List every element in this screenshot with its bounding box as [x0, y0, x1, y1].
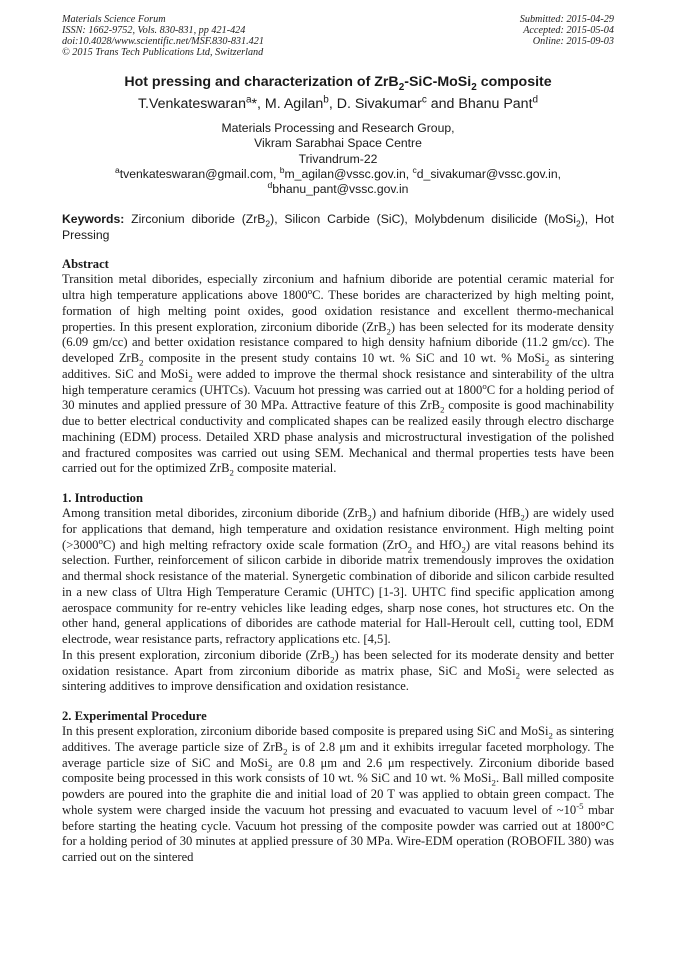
date-accepted: Accepted: 2015-05-04 — [523, 25, 614, 36]
introduction-heading: 1. Introduction — [62, 491, 143, 506]
affiliation-line-2: Vikram Sarabhai Space Centre — [254, 136, 422, 151]
paper-title: Hot pressing and characterization of ZrB$_2$-SiC-MoSi$_2$ composite — [124, 74, 552, 93]
email-link-d[interactable]: bhanu_pant@vssc.gov.in — [272, 182, 409, 197]
journal-name: Materials Science Forum — [62, 14, 166, 25]
keywords-label: Keywords: — [62, 212, 125, 227]
experimental-paragraph: In this present exploration, zirconium diboride based composite is prepared using SiC and MoSi$_2$ as sintering additives. The average particle size of ZrB$_2$ is of 2.8 μm and it exhibits irregular faceted morphology. The average particle size of SiC and MoSi$_2$ are 0.8 μm and 2.6 μm respectively. Zirconium diboride based composite being processed in this work consists of 10 wt. % SiC and 10 wt. % MoSi$_2$. Ball milled composite powders are poured into the graphite die and initial load of 20 T was applied to obtain green compact. The whole system were charged inside the vacuum hot pressing and evacuated to vacuum level of $\sim 10^{-5}$ mbar before starting the heating cycle. Vacuum hot pressing of the composite powder was carried out at 1800°C for a holding period of 30 minutes at applied pressure of 30 MPa. Wire-EDM operation (ROBOFIL 380) was carried out on the sintered — [62, 724, 614, 865]
email-link-b[interactable]: m_agilan@vssc.gov.in, — [284, 166, 413, 181]
journal-issn: ISSN: 1662-9752, Vols. 830-831, pp 421-424 — [62, 25, 246, 36]
email-link-a[interactable]: tvenkateswaran@gmail.com, — [119, 166, 280, 181]
date-online: Online: 2015-09-03 — [532, 36, 614, 47]
keywords: Keywords: Zirconium diboride (ZrB$_2$), Silicon Carbide (SiC), Molybdenum disilicide (MoSi$_2$), Hot Pressing — [62, 212, 614, 243]
date-submitted: Submitted: 2015-04-29 — [519, 14, 614, 25]
journal-copyright: © 2015 Trans Tech Publications Ltd, Switzerland — [62, 47, 264, 58]
affiliation-line-3: Trivandrum-22 — [298, 151, 378, 166]
email-link-c[interactable]: d_sivakumar@vssc.gov.in, — [416, 166, 562, 181]
journal-doi: doi:10.4028/www.scientific.net/MSF.830-831.421 — [62, 36, 264, 47]
introduction-paragraph-2: In this present exploration, zirconium diboride (ZrB$_2$) has been selected for its moderate density and better oxidation resistance. Apart from zirconium diboride as matrix phase, SiC and MoSi$_2$ were selected as sintering additives to improve densification and oxidation resistance. — [62, 647, 614, 694]
author-list: T.Venkateswaran$^a$*, M. Agilan$^b$, D. Sivakumar$^c$ and Bhanu Pant$^d$ — [137, 94, 539, 112]
journal-info — [62, 14, 264, 58]
affiliation-block — [62, 121, 614, 197]
abstract-text: Transition metal diborides, especially zirconium and hafnium diboride are potential ceramic material for ultra high temperature applications above 1800$^o$C. These borides are characterized by high melting point, formation of high melting point oxides, good oxidation resistance and excellent thermo-mechanical properties. In this present exploration, zirconium diboride (ZrB$_2$) has been selected for its moderate density (6.09 gm/cc) and better oxidation resistance compared to high density hafnium diboride (11.2 gm/cc). The developed ZrB$_2$ composite in the present study contains 10 wt. % SiC and 10 wt. % MoSi$_2$ as sintering additives. SiC and MoSi$_2$ were added to improve the thermal shock resistance and sinterability of the ultra high temperature ceramics (UHTCs). Vacuum hot pressing was carried out at 1800$^o$C for a holding period of 30 minutes and applied pressure of 30 MPa. Attractive feature of this ZrB$_2$ composite is good machinability due to better electrical conductivity and complicated shapes can be realized easily through electro discharge machining (EDM) process. Detailed XRD phase analysis and microstructural investigation of the polished and fractured composites was carried out using SEM. Mechanical and thermal properties tests have been carried out for the optimized ZrB$_2$ composite material. — [62, 272, 615, 478]
introduction-paragraph-1: Among transition metal diborides, zirconium diboride (ZrB$_2$) and hafnium diboride (HfB$_2$) are widely used for applications that demand, high temperature and oxidation resistance environment. High melting point $(>3000^oC)$ and high melting refractory oxide scale formation (ZrO$_2$ and HfO$_2$) are vital reasons behind its selection. Further, reinforcement of silicon carbide in diboride matrix tremendously improves the oxidation and thermal shock resistance of the material. Synergetic combination of diboride and silicon carbide resulted in a new class of Ultra High Temperature Ceramic (UHTC) [1-3]. UHTC find specific application among aerospace community for re-entry vehicles like leading edges, sharp nose cones, hot structures etc. On the other hand, general applications of diborides are cathode material for Hall-Heroult cell, cutting tool, EDM electrode, wear resistance parts, refractory applications etc. [4,5]. — [62, 506, 615, 647]
experimental-heading: 2. Experimental Procedure — [62, 709, 207, 724]
publication-dates — [520, 14, 614, 58]
journal-header — [62, 14, 614, 58]
author-emails-1: $^a$tvenkateswaran@gmail.com, $^b$m_agilan@vssc.gov.in, $^c$d_sivakumar@vssc.gov.in, — [114, 164, 562, 181]
author-emails-2: $^d$bhanu_pant@vssc.gov.in — [267, 180, 409, 197]
affiliation-line-1: Materials Processing and Research Group, — [221, 121, 455, 135]
abstract-heading: Abstract — [62, 257, 109, 272]
